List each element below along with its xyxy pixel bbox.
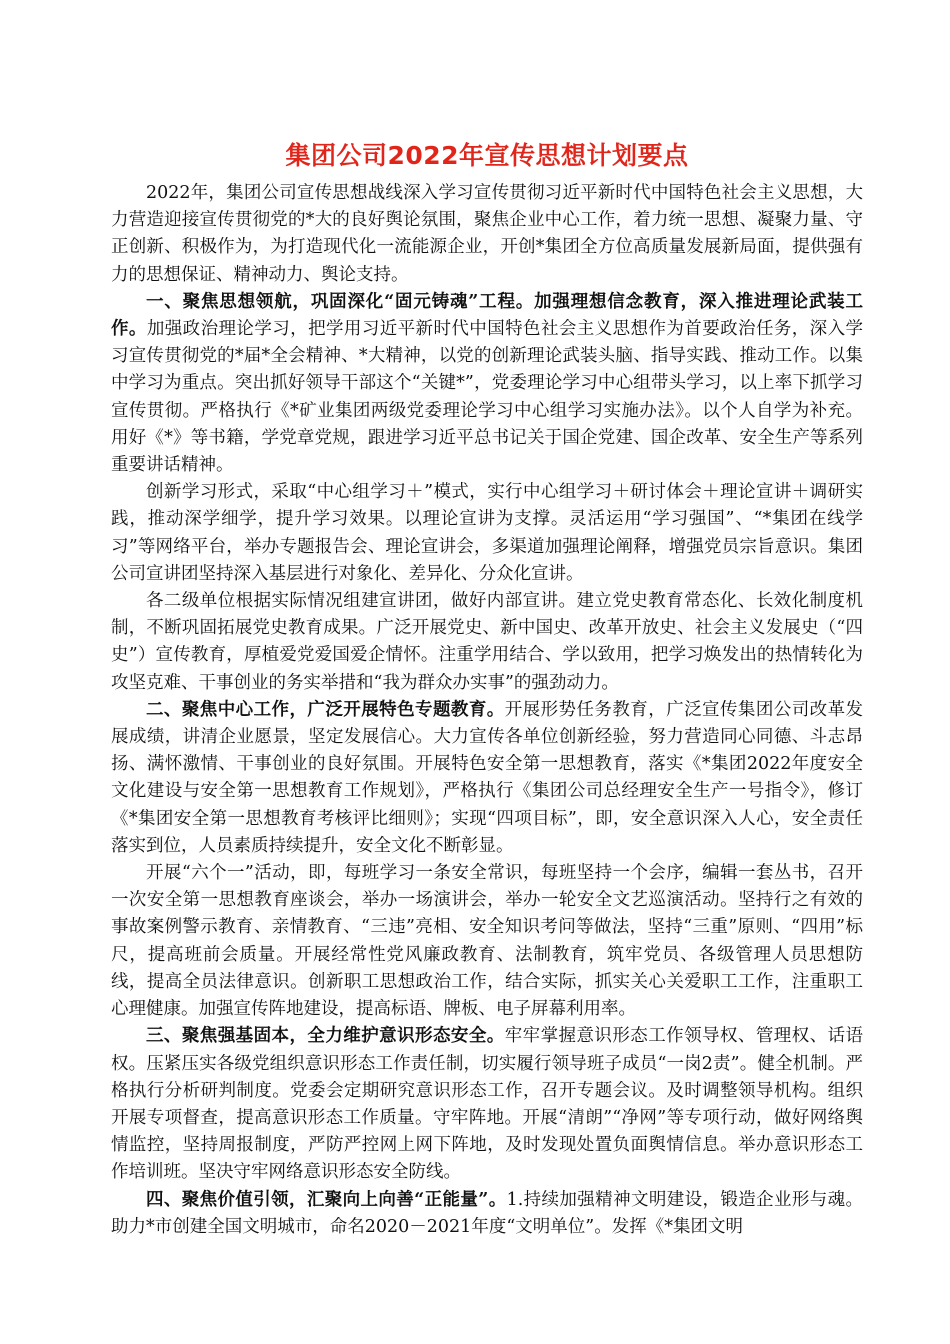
paragraph-section-2	[111, 697, 863, 860]
document-page	[111, 138, 863, 1241]
paragraph-text: 1.持续加强精神文明建设，锻造企业形与魂。助力*市创建全国文明城市，命名2020－2021年度“文明单位”。发挥《*集团文明	[111, 1189, 863, 1237]
paragraph-text: 2022年，集团公司宣传思想战线深入学习宣传贯彻习近平新时代中国特色社会主义思想，大力营造迎接宣传贯彻党的*大的良好舆论氛围，聚焦企业中心工作，着力统一思想、凝聚力量、守正创新、积极作为，为打造现代化一流能源企业，开创*集团全方位高质量发展新局面，提供强有力的思想保证、精神动力、舆论支持。	[111, 183, 863, 285]
paragraph-text: 各二级单位根据实际情况组建宣讲团，做好内部宣讲。建立党史教育常态化、长效化制度机制，不断巩固拓展党史教育成果。广泛开展党史、新中国史、改革开放史、社会主义发展史（“四史”）宣传教育，厚植爱党爱国爱企情怀。注重学用结合、学以致用，把学习焕发出的热情转化为攻坚克难、干事创业的务实举措和“我为群众办实事”的强劲动力。	[111, 591, 863, 693]
paragraph-text: 开展形势任务教育，广泛宣传集团公司改革发展成绩，讲清企业愿景，坚定发展信心。大力宣传各单位创新经验，努力营造同心同德、斗志昂扬、满怀激情、干事创业的良好氛围。开展特色安全第一思想教育，落实《*集团2022年度安全文化建设与安全第一思想教育工作规划》，严格执行《集团公司总经理安全生产一号指令》，修订《*集团安全第一思想教育考核评比细则》；实现“四项目标”，即，安全意识深入人心，安全责任落实到位，人员素质持续提升，安全文化不断彰显。	[111, 699, 863, 856]
section-heading: 四、聚焦价值引领，汇聚向上向善“正能量”。	[146, 1189, 507, 1210]
document-title: 集团公司2022年宣传思想计划要点	[285, 141, 689, 170]
paragraph-section-4	[111, 1187, 863, 1241]
paragraph-section-1-b	[111, 479, 863, 588]
section-heading: 三、聚焦强基固本，全力维护意识形态安全。	[146, 1026, 505, 1047]
paragraph-intro	[111, 180, 863, 289]
paragraph-section-1	[111, 289, 863, 479]
paragraph-section-1-c	[111, 588, 863, 697]
paragraph-text: 开展“六个一”活动，即，每班学习一条安全常识，每班坚持一个会序，编辑一套丛书，召开一次安全第一思想教育座谈会，举办一场演讲会，举办一轮安全文艺巡演活动。坚持行之有效的事故案例警示教育、亲情教育、“三违”亮相、安全知识考问等做法，坚持“三重”原则、“四用”标尺，提高班前会质量。开展经常性党风廉政教育、法制教育，筑牢党员、各级管理人员思想防线，提高全员法律意识。创新职工思想政治工作，结合实际，抓实关心关爱职工工作，注重职工心理健康。加强宣传阵地建设，提高标语、牌板、电子屏幕利用率。	[111, 863, 863, 1020]
paragraph-section-3	[111, 1023, 863, 1186]
paragraph-section-2-b	[111, 860, 863, 1023]
paragraph-text: 加强政治理论学习，把学用习近平新时代中国特色社会主义思想作为首要政治任务，深入学习宣传贯彻党的*届*全会精神、*大精神，以党的创新理论武装头脑、指导实践、推动工作。以集中学习为重点。突出抓好领导干部这个“关键*”，党委理论学习中心组带头学习，以上率下抓学习宣传贯彻。严格执行《*矿业集团两级党委理论学习中心组学习实施办法》。以个人自学为补充。用好《*》等书籍，学党章党规，跟进学习近平总书记关于国企党建、国企改革、安全生产等系列重要讲话精神。	[111, 319, 864, 476]
section-heading: 一、聚焦思想领航，巩固深化“固元铸魂”工程。加强理想信念教育，深入推进理论武装工作。	[111, 291, 863, 340]
paragraph-text: 牢牢掌握意识形态工作领导权、管理权、话语权。压紧压实各级党组织意识形态工作责任制，切实履行领导班子成员“一岗2责”。健全机制。严格执行分析研判制度。党委会定期研究意识形态工作，召开专题会议。及时调整领导机构。组织开展专项督查，提高意识形态工作质量。守牢阵地。开展“清朗”“净网”等专项行动，做好网络舆情监控，坚持周报制度，严防严控网上网下阵地，及时发现处置负面舆情信息。举办意识形态工作培训班。坚决守牢网络意识形态安全防线。	[111, 1026, 863, 1183]
paragraph-text: 创新学习形式，采取“中心组学习＋”模式，实行中心组学习＋研讨体会＋理论宣讲＋调研实践，推动深学细学，提升学习效果。以理论宣讲为支撑。灵活运用“学习强国”、“*集团在线学习”等网络平台，举办专题报告会、理论宣讲会，多渠道加强理论阐释，增强党员宗旨意识。集团公司宣讲团坚持深入基层进行对象化、差异化、分众化宣讲。	[111, 482, 863, 584]
section-heading: 二、聚焦中心工作，广泛开展特色专题教育。	[146, 699, 505, 720]
